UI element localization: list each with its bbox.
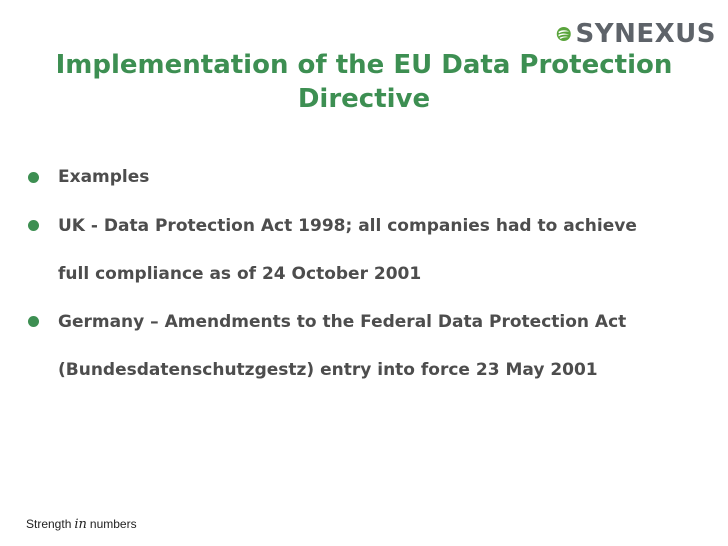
slide-title [36,48,692,116]
footer-tagline [26,517,137,532]
bullet-item [28,202,708,298]
slide-title-line-2: Directive [297,84,431,114]
bullet-text: Examples [58,167,150,187]
bullet-text-line: full compliance as of 24 October 2001 [58,264,422,284]
tagline-part: numbers [89,517,137,531]
bullet-dot-icon [28,316,39,327]
slide-title-line-1: Implementation of the EU Data Protection [55,50,673,80]
tagline-emphasis: in [74,517,87,532]
bullet-text-line: UK - Data Protection Act 1998; all companies had to achieve [58,216,637,236]
logo-wordmark: SYNEXUS [575,19,716,49]
bullet-text-line: (Bundesdatenschutzgestz) entry into force 23 May 2001 [58,360,598,380]
tagline-part: Strength [26,517,72,531]
bullet-list [28,162,708,394]
bullet-item [28,162,708,192]
bullet-item [28,298,708,394]
bullet-text-line: Germany – Amendments to the Federal Data Protection Act [58,312,627,332]
bullet-dot-icon [28,220,39,231]
bullet-dot-icon [28,172,39,183]
